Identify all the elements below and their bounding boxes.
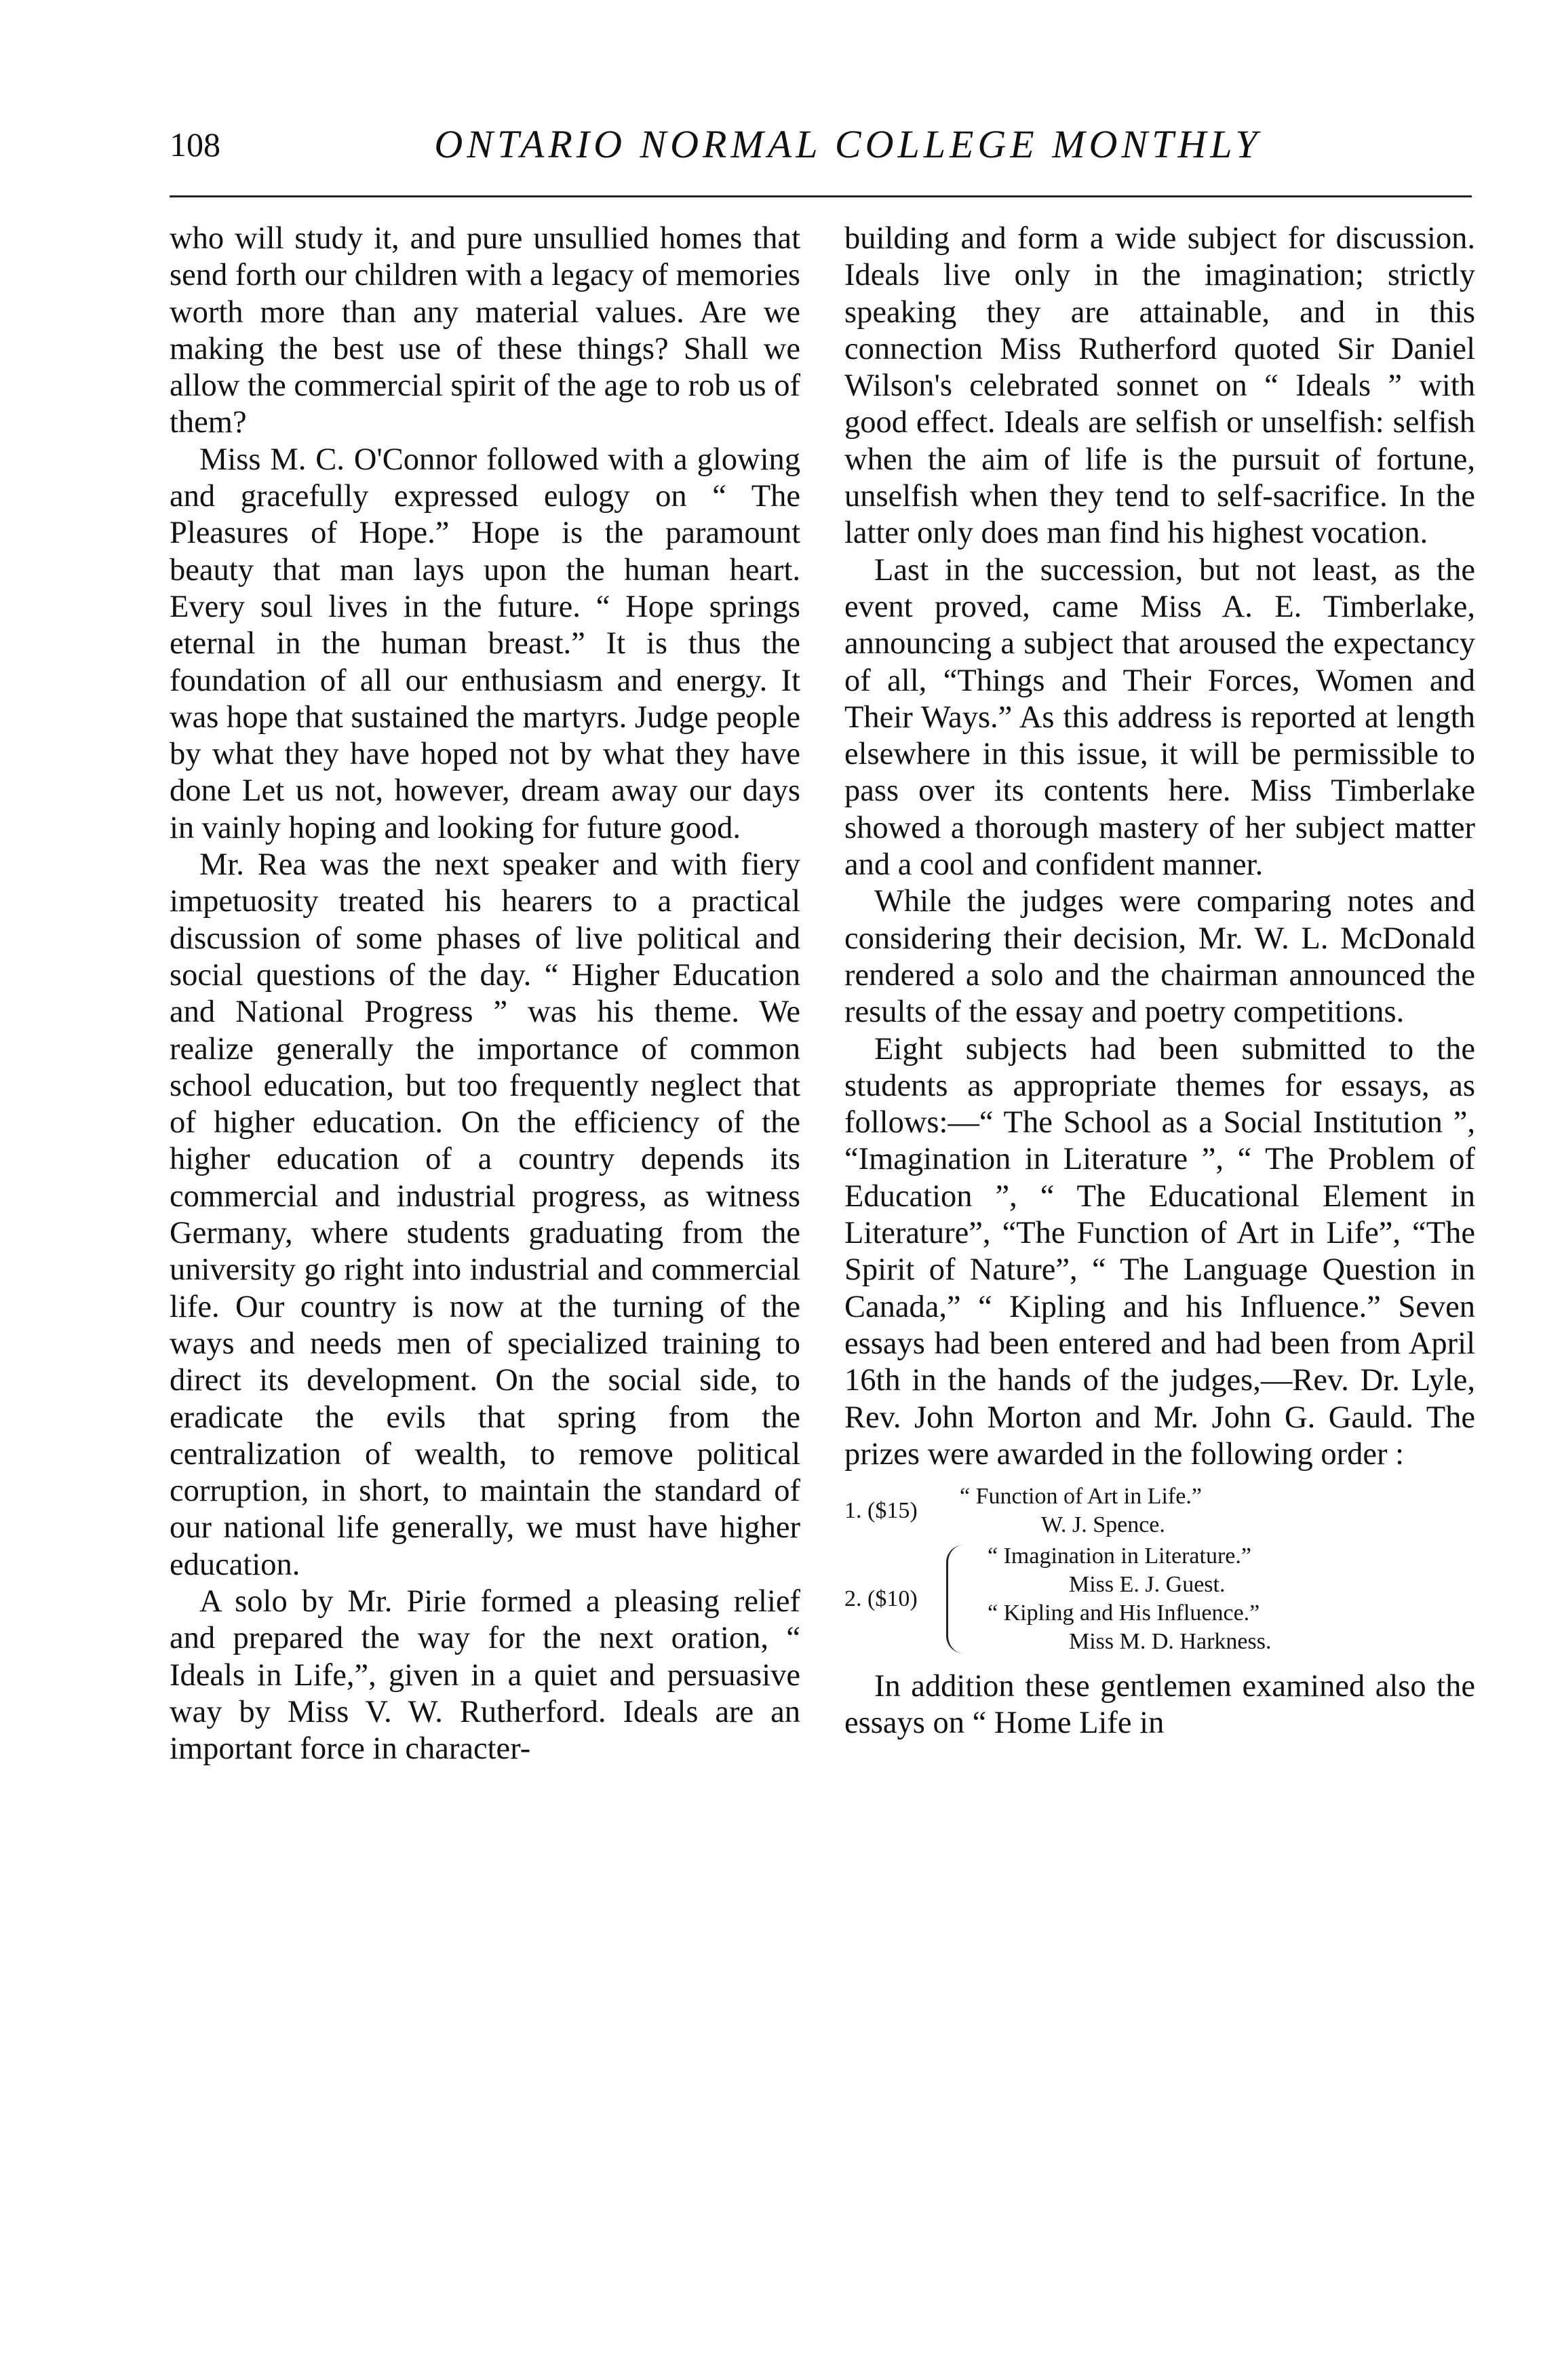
paragraph: In addition these gentlemen examined also the essays on “ Home Life in (844, 1669, 1475, 1741)
prize-winner: Miss M. D. Harkness. (1069, 1629, 1272, 1655)
prize-title: “ Kipling and His Influence.” (988, 1600, 1260, 1626)
paragraph: building and form a wide subject for discussion. Ideals live only in the imagination; strictly speaking they are attainable, and in this connection Miss Rutherford quoted Sir Daniel Wilson's celebrated sonnet on “ Ideals ” with good effect. Ideals are selfish or unselfish: selfish when the aim of life is the pursuit of fortune, unselfish when they tend to self-sacrifice. In the latter only does man find his highest vocation. (844, 221, 1475, 551)
right-column (844, 220, 1475, 1742)
prize-label: 1. ($15) (844, 1498, 918, 1524)
prize-title: “ Imagination in Literature.” (988, 1543, 1251, 1569)
paragraph: Eight subjects had been submitted to the students as appropriate themes for essays, as follows:—“ The School as a Social Institution ”, “Imagination in Literature ”, “ The Problem of Education ”, “ The Educational Element in Literature”, “The Function of Art in Life”, “The Spirit of Nature”, “ The Language Question in Canada,” “ Kipling and his Influence.” Seven essays had been entered and had been from April 16th in the hands of the judges,—Rev. Dr. Lyle, Rev. John Morton and Mr. John G. Gauld. The prizes were awarded in the following order : (844, 1031, 1475, 1472)
prize-entry (960, 1482, 1475, 1539)
paragraph: Mr. Rea was the next speaker and with fiery impetuosity treated his hearers to a practical discussion of some phases of live political and social questions of the day. “ Higher Education and National Progress ” was his theme. We realize generally the importance of common school education, but too frequently neglect that of higher education. On the efficiency of the higher education of a country depends its commercial and industrial progress, as witness Germany, where students graduating from the university go right into industrial and commercial life. Our country is now at the turning of the ways and needs men of specialized training to direct its development. On the social side, to eradicate the evils that spring from the centralization of wealth, to remove political corruption, in short, to maintain the standard of our national life generally, we must have higher education. (170, 847, 800, 1582)
page-number: 108 (170, 126, 220, 164)
prize-winner: W. J. Spence. (1041, 1512, 1165, 1538)
paragraph: who will study it, and pure unsullied homes that send forth our children with a legacy of memories worth more than any material values. Are we making the best use of these things? Shall we allow the commercial spirit of the age to rob us of them? (170, 221, 800, 440)
paragraph: Last in the succession, but not least, as the event proved, came Miss A. E. Timberlake, announcing a subject that aroused the expectancy of all, “Things and Their Forces, Women and Their Ways.” As this address is reported at length elsewhere in this issue, it will be permissible to pass over its contents here. Miss Timberlake showed a thorough mastery of her subject matter and a cool and confident manner. (844, 552, 1475, 883)
prize-list (844, 1482, 1475, 1656)
running-title: ONTARIO NORMAL COLLEGE MONTHLY (434, 122, 1262, 166)
paragraph: Miss M. C. O'Connor followed with a glowing and gracefully expressed eulogy on “ The Pleasures of Hope.” Hope is the paramount beauty that man lays upon the human heart. Every soul lives in the future. “ Hope springs eternal in the human breast.” It is thus the foundation of all our enthusiasm and energy. It was hope that sustained the martyrs. Judge people by what they have hoped not by what they have done Let us not, however, dream away our days in vainly hoping and looking for future good. (170, 442, 800, 845)
paragraph: While the judges were comparing notes and considering their decision, Mr. W. L. McDonald rendered a solo and the chairman announced the results of the essay and poetry competitions. (844, 884, 1475, 1030)
brace-bracket (946, 1545, 975, 1653)
header-rule (170, 195, 1472, 197)
paragraph: A solo by Mr. Pirie formed a pleasing relief and prepared the way for the next oration, “ Ideals in Life,”, given in a quiet and persuasive way by Miss V. W. Rutherford. Ideals are an important force in character- (170, 1584, 800, 1767)
prize-title: “ Function of Art in Life.” (960, 1484, 1202, 1510)
page-header (170, 121, 1472, 182)
left-column (170, 220, 800, 1767)
prize-label: 2. ($10) (844, 1586, 918, 1612)
prize-first (844, 1482, 1475, 1539)
prize-entries (988, 1542, 1475, 1656)
prize-second (844, 1542, 1475, 1656)
prize-winner: Miss E. J. Guest. (1069, 1572, 1226, 1598)
